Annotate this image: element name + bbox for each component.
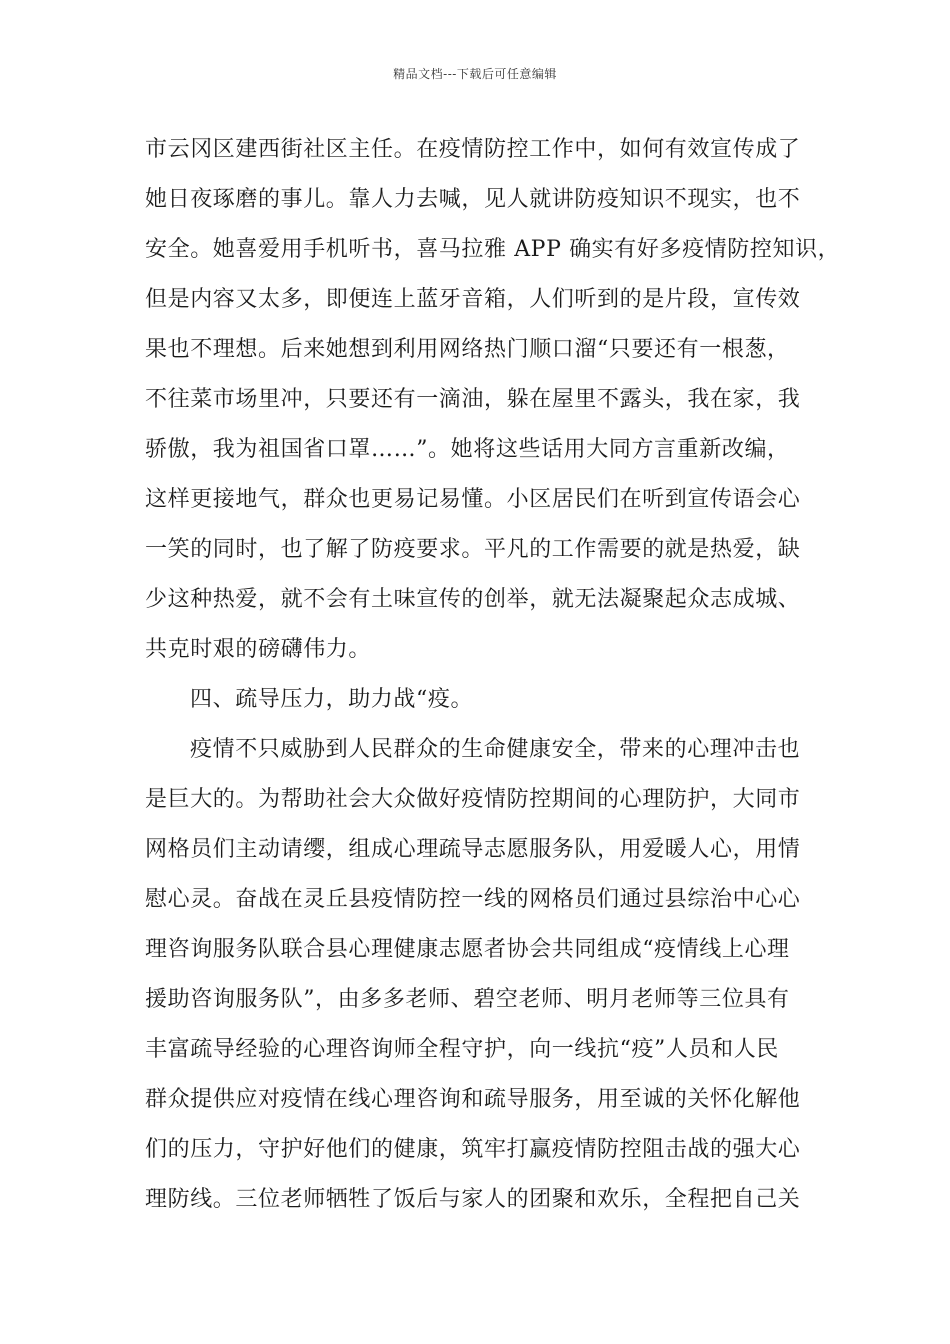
body-line: 疫情不只威胁到人民群众的生命健康安全，带来的心理冲击也 [190, 737, 801, 762]
section-heading: 四、疏导压力，助力战“疫。 [190, 687, 474, 712]
body-line: 市云冈区建西街社区主任。在疫情防控工作中，如何有效宣传成了 [145, 137, 801, 162]
body-line: 援助咨询服务队”，由多多老师、碧空老师、明月老师等三位具有 [145, 987, 790, 1012]
body-line: 一笑的同时，也了解了防疫要求。平凡的工作需要的就是热爱，缺 [145, 537, 801, 562]
body-line: 们的压力，守护好他们的健康，筑牢打赢疫情防控阻击战的强大心 [145, 1137, 801, 1162]
body-line: 少这种热爱，就不会有土味宣传的创举，就无法凝聚起众志成城、 [145, 587, 801, 612]
body-line: 丰富疏导经验的心理咨询师全程守护，向一线抗“疫”人员和人民 [145, 1037, 779, 1062]
body-line: 理咨询服务队联合县心理健康志愿者协会共同组成“疫情线上心理 [145, 937, 790, 962]
body-line: 这样更接地气，群众也更易记易懂。小区居民们在听到宣传语会心 [145, 487, 801, 512]
body-line: 慰心灵。奋战在灵丘县疫情防控一线的网格员们通过县综治中心心 [145, 887, 801, 912]
body-line: 是巨大的。为帮助社会大众做好疫情防控期间的心理防护，大同市 [145, 787, 801, 812]
body-line: 网格员们主动请缨，组成心理疏导志愿服务队，用爱暖人心，用情 [145, 837, 801, 862]
page-header: 精品文档---下载后可任意编辑 [393, 67, 557, 81]
body-line: 但是内容又太多，即便连上蓝牙音箱，人们听到的是片段，宣传效 [145, 287, 801, 312]
body-line: 共克时艰的磅礴伟力。 [145, 637, 372, 662]
body-line: 果也不理想。后来她想到利用网络热门顺口溜“只要还有一根葱， [145, 337, 790, 362]
body-line: 骄傲，我为祖国省口罩……”。她将这些话用大同方言重新改编， [145, 437, 790, 462]
body-line: 不往菜市场里冲，只要还有一滴油，躲在屋里不露头，我在家，我 [145, 387, 801, 412]
body-line: 理防线。三位老师牺牲了饭后与家人的团聚和欢乐，全程把自己关 [145, 1187, 801, 1212]
body-line: 安全。她喜爱用手机听书，喜马拉雅 APP 确实有好多疫情防控知识， [145, 237, 841, 262]
body-line: 群众提供应对疫情在线心理咨询和疏导服务，用至诚的关怀化解他 [145, 1087, 801, 1112]
body-line: 她日夜琢磨的事儿。靠人力去喊，见人就讲防疫知识不现实，也不 [145, 187, 801, 212]
